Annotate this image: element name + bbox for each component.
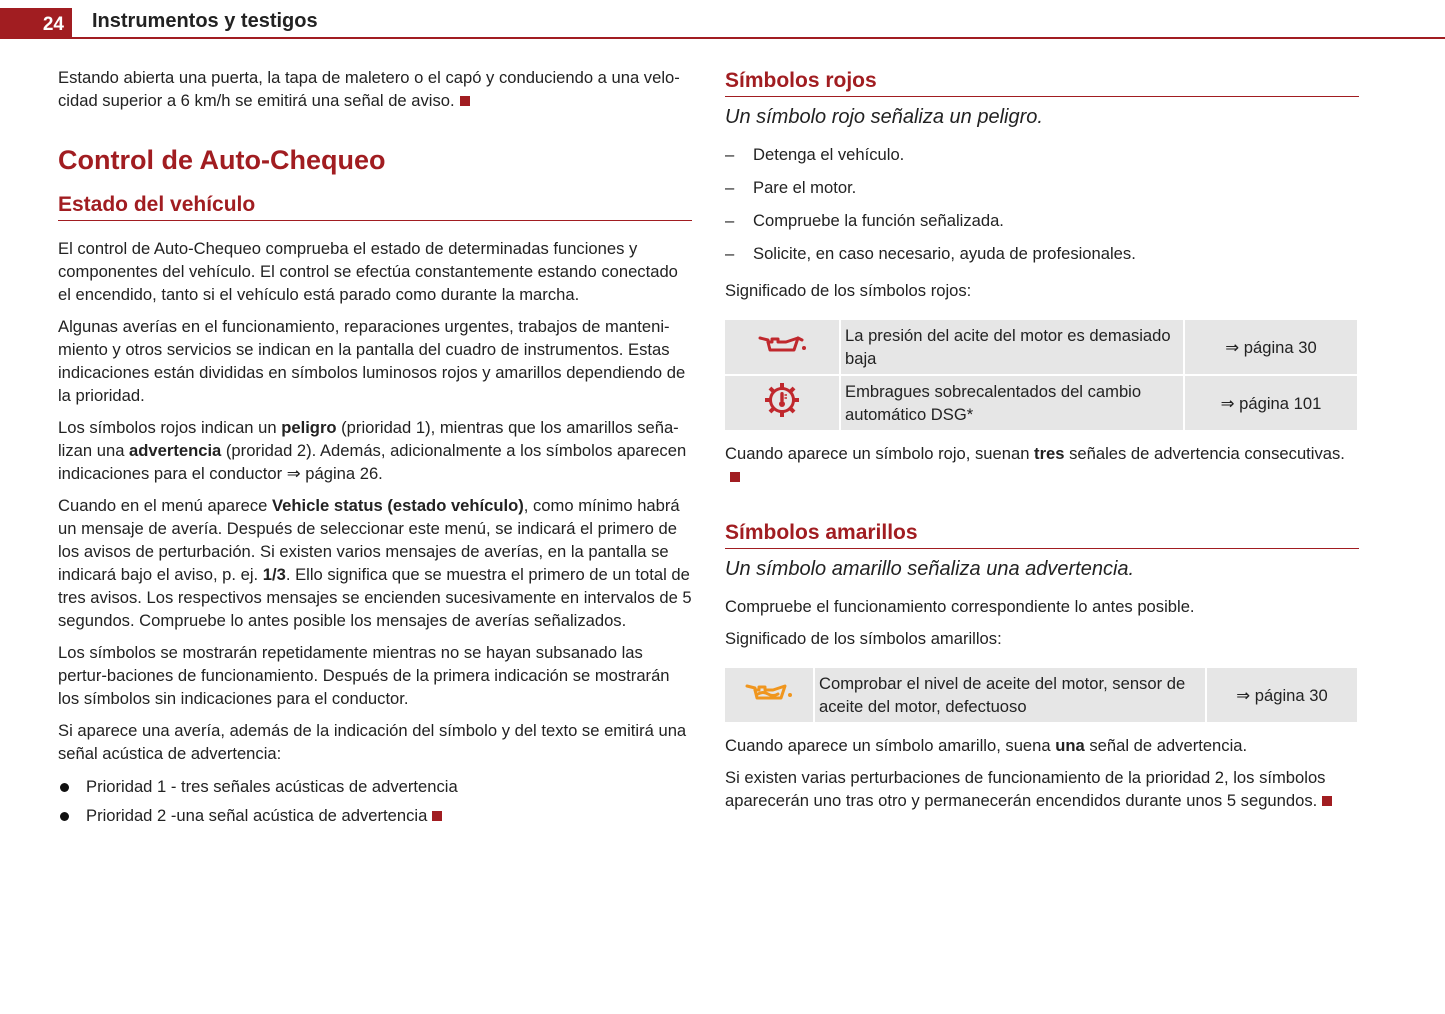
table-cell: La presión del acite del motor es demasiado baja xyxy=(841,320,1183,374)
red-symbols-title: Símbolos rojos xyxy=(725,66,1359,97)
end-of-section-mark xyxy=(730,472,740,482)
intro-paragraph: Estando abierta una puerta, la tapa de maletero o el capó y conduciendo a una velo-cidad superior a 6 km/h se emitirá una señal de aviso. xyxy=(58,68,680,110)
icon-cell xyxy=(725,320,839,374)
section-title: Control de Auto-Chequeo xyxy=(58,145,386,175)
header-rule xyxy=(72,37,1445,39)
list-item: – Solicite, en caso necesario, ayuda de profesionales. xyxy=(725,244,1136,263)
end-of-section-mark xyxy=(1322,796,1332,806)
table-row xyxy=(725,320,1357,374)
paragraph: Cuando aparece un símbolo amarillo, suena una señal de advertencia. xyxy=(725,736,1248,755)
page-reference: ⇒ página 101 xyxy=(1185,376,1357,430)
left-column xyxy=(58,66,692,833)
paragraph: Significado de los símbolos rojos: xyxy=(725,281,972,300)
table-row xyxy=(725,668,1357,722)
table-cell: Comprobar el nivel de aceite del motor, sensor de aceite del motor, defectuoso xyxy=(815,668,1205,722)
yellow-symbols-lead: Un símbolo amarillo señaliza una advertencia. xyxy=(725,558,1135,580)
oil-can-icon xyxy=(756,330,808,358)
list-item: Prioridad 2 -una señal acústica de advertencia xyxy=(58,804,692,827)
table-row xyxy=(725,376,1357,430)
paragraph: Si aparece una avería, además de la indicación del símbolo y del texto se emitirá una señal acústica de advertencia: xyxy=(58,721,687,763)
table-cell: Embragues sobrecalentados del cambio automático DSG* xyxy=(841,376,1183,430)
paragraph: Los símbolos rojos indican un peligro (prioridad 1), mientras que los amarillos seña-lizan una advertencia (proridad 2). Además, adicionalmente a los símbolos aparecen indicaciones para el conductor ⇒ página 26. xyxy=(58,418,687,483)
paragraph: El control de Auto-Chequeo comprueba el estado de determinadas funciones y componentes del vehículo. El control se efectúa constantemente estando conectado el encendido, tanto si el vehículo está parado como durante la marcha. xyxy=(58,239,678,304)
end-of-section-mark xyxy=(432,811,442,821)
list-item: – Detenga el vehículo. xyxy=(725,145,905,164)
right-column xyxy=(725,66,1359,821)
list-item: – Compruebe la función señalizada. xyxy=(725,211,1004,230)
bullet-list xyxy=(58,775,692,827)
red-symbols-lead: Un símbolo rojo señaliza un peligro. xyxy=(725,106,1043,128)
bullet-icon xyxy=(60,783,69,792)
paragraph: Compruebe el funcionamiento correspondiente lo antes posible. xyxy=(725,597,1195,616)
paragraph: Si existen varias perturbaciones de funcionamiento de la prioridad 2, los símbolos aparecerán uno tras otro y permanecerán encendidos durante unos 5 segundos. xyxy=(725,766,1359,812)
oil-level-icon xyxy=(744,678,794,706)
subsection-title: Estado del vehículo xyxy=(58,190,692,221)
bullet-icon xyxy=(60,812,69,821)
icon-cell xyxy=(725,668,813,722)
end-of-section-mark xyxy=(460,96,470,106)
gear-temperature-icon xyxy=(763,381,801,419)
page-reference: ⇒ página 30 xyxy=(1207,668,1357,722)
page-reference: ⇒ página 30 xyxy=(1185,320,1357,374)
list-item: Prioridad 1 - tres señales acústicas de advertencia xyxy=(58,775,692,798)
icon-cell xyxy=(725,376,839,430)
paragraph: Cuando en el menú aparece Vehicle status (estado vehículo), como mínimo habrá un mensaje de avería. Después de seleccionar este menú, se indicará el primero de los avisos de perturbación. Si existen varios mensajes de averías, en la pantalla se indicará bajo el aviso, p. ej. 1/3. Ello significa que se muestra el primero de un total de tres avisos. Los respectivos mensajes se encienden sucesivamente en intervalos de 5 segundos. Compruebe lo antes posible los mensajes de averías señalizados. xyxy=(58,496,692,630)
yellow-symbols-table xyxy=(723,666,1359,724)
paragraph: Cuando aparece un símbolo rojo, suenan tres señales de advertencia consecutivas. xyxy=(725,442,1359,488)
page-header xyxy=(0,0,1445,42)
list-item: – Pare el motor. xyxy=(725,178,857,197)
paragraph: Los símbolos se mostrarán repetidamente mientras no se hayan subsanado las pertur-baciones de funcionamiento. Después de la primera indicación se mostrarán los símbolos sin indicaciones para el conductor. xyxy=(58,643,670,708)
red-symbols-table xyxy=(723,318,1359,432)
page-number: 24 xyxy=(0,8,72,39)
chapter-title: Instrumentos y testigos xyxy=(92,10,318,32)
paragraph: Algunas averías en el funcionamiento, reparaciones urgentes, trabajos de manteni-miento y otros servicios se indican en la pantalla del cuadro de instrumentos. Estas indicaciones están divididas en símbolos luminosos rojos y amarillos dependiendo de la prioridad. xyxy=(58,317,686,405)
paragraph: Significado de los símbolos amarillos: xyxy=(725,629,1002,648)
instruction-list xyxy=(725,143,1359,265)
yellow-symbols-title: Símbolos amarillos xyxy=(725,518,1359,549)
